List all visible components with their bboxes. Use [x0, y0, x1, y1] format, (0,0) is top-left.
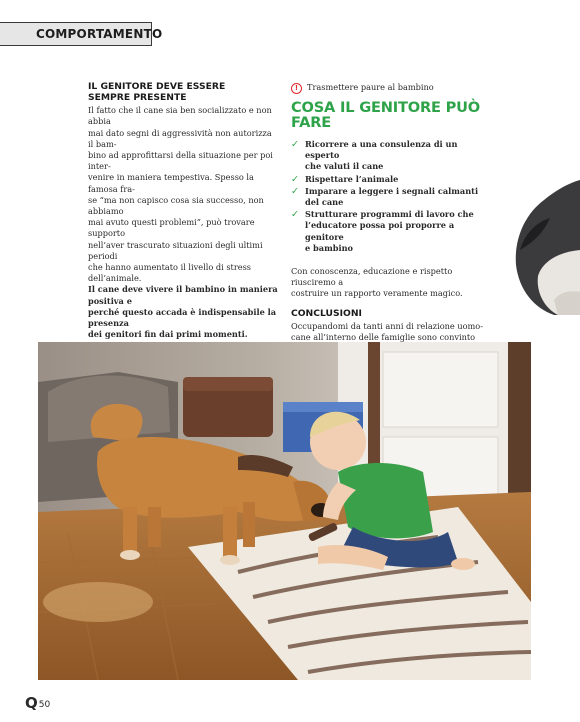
check-icon: ✓: [291, 185, 299, 197]
dog-edge-image: [514, 180, 580, 315]
do-item-text: [305, 139, 485, 173]
do-list: [291, 139, 485, 254]
heading-line: IL GENITORE DEVE ESSERE: [88, 81, 226, 92]
conclusion-heading: CONCLUSIONI: [291, 307, 362, 319]
do-item: [291, 174, 485, 185]
do-item-text: [305, 174, 398, 185]
body-line-bold: dei genitori fin dai primi momenti.: [88, 329, 248, 340]
item-line: Strutturare programmi di lavoro che: [305, 209, 474, 220]
do-item: [291, 209, 485, 254]
body-line: Il fatto che il cane sia ben socializzato e non abbia: [88, 105, 272, 127]
do-item: [291, 139, 485, 173]
do-heading: COSA IL GENITORE PUÒ FARE: [291, 99, 481, 131]
page-folio: [25, 694, 50, 712]
page-number: 50: [38, 700, 51, 710]
body-line: mai dato segni di aggressività non autorizza il bam-: [88, 127, 272, 149]
check-icon: ✓: [291, 139, 299, 150]
body-line: bino ad approfittarsi della situazione per poi inter-: [88, 150, 273, 172]
exclamation-circle-icon: !: [291, 83, 302, 94]
do-item-text: [305, 186, 485, 208]
check-icon: ✓: [291, 173, 299, 185]
body-line-bold: perché questo accada è indispensabile la presenza: [88, 306, 277, 329]
dont-item-text: Trasmettere paure al bambino: [307, 82, 434, 92]
body-line: se “ma non capisco cosa sia successo, non abbiamo: [88, 194, 264, 217]
do-item: [291, 186, 485, 208]
body-line: Occupandomi da tanti anni di relazione uomo-: [291, 321, 484, 332]
body-line: che hanno aumentato il livello di stress dell’animale.: [88, 262, 252, 284]
check-icon: ✓: [291, 209, 299, 221]
do-item-text: [305, 209, 485, 254]
parent-present-heading: [88, 82, 278, 103]
dont-list-continued: [291, 82, 485, 94]
magazine-logo: Q: [25, 694, 38, 712]
item-line: Rispettare l’animale: [305, 173, 399, 184]
item-line: e bambino: [305, 242, 354, 253]
section-title: COMPORTAMENTO: [36, 27, 163, 41]
heading-line: SEMPRE PRESENTE: [88, 91, 187, 103]
body-line: cane all’interno delle famiglie sono convinto: [291, 332, 476, 343]
item-line: Imparare a leggere i segnali calmanti del cane: [305, 185, 479, 208]
body-line: mai avuto questi problemi”, può trovare supporto: [88, 217, 255, 239]
body-line-bold: Il cane deve vivere il bambino in maniera positiva e: [88, 284, 278, 306]
dog-and-child-photo: [38, 342, 531, 680]
intro-paragraph: [291, 266, 485, 300]
item-line: che valuti il cane: [305, 161, 384, 172]
body-line: venire in maniera tempestiva. Spesso la famosa fra-: [88, 172, 254, 194]
section-tab: [0, 22, 163, 46]
item-line: l’educatore possa poi proporre a genitore: [305, 220, 455, 242]
body-line: costruire un rapporto veramente magico.: [291, 288, 463, 299]
body-line: Con conoscenza, educazione e rispetto riusciremo a: [291, 266, 453, 288]
body-line: nell’aver trascurato situazioni degli ultimi periodi: [88, 239, 263, 261]
dont-item: [291, 82, 485, 94]
item-line: Ricorrere a una consulenza di un esperto: [305, 139, 458, 161]
parent-present-body: [88, 105, 278, 340]
